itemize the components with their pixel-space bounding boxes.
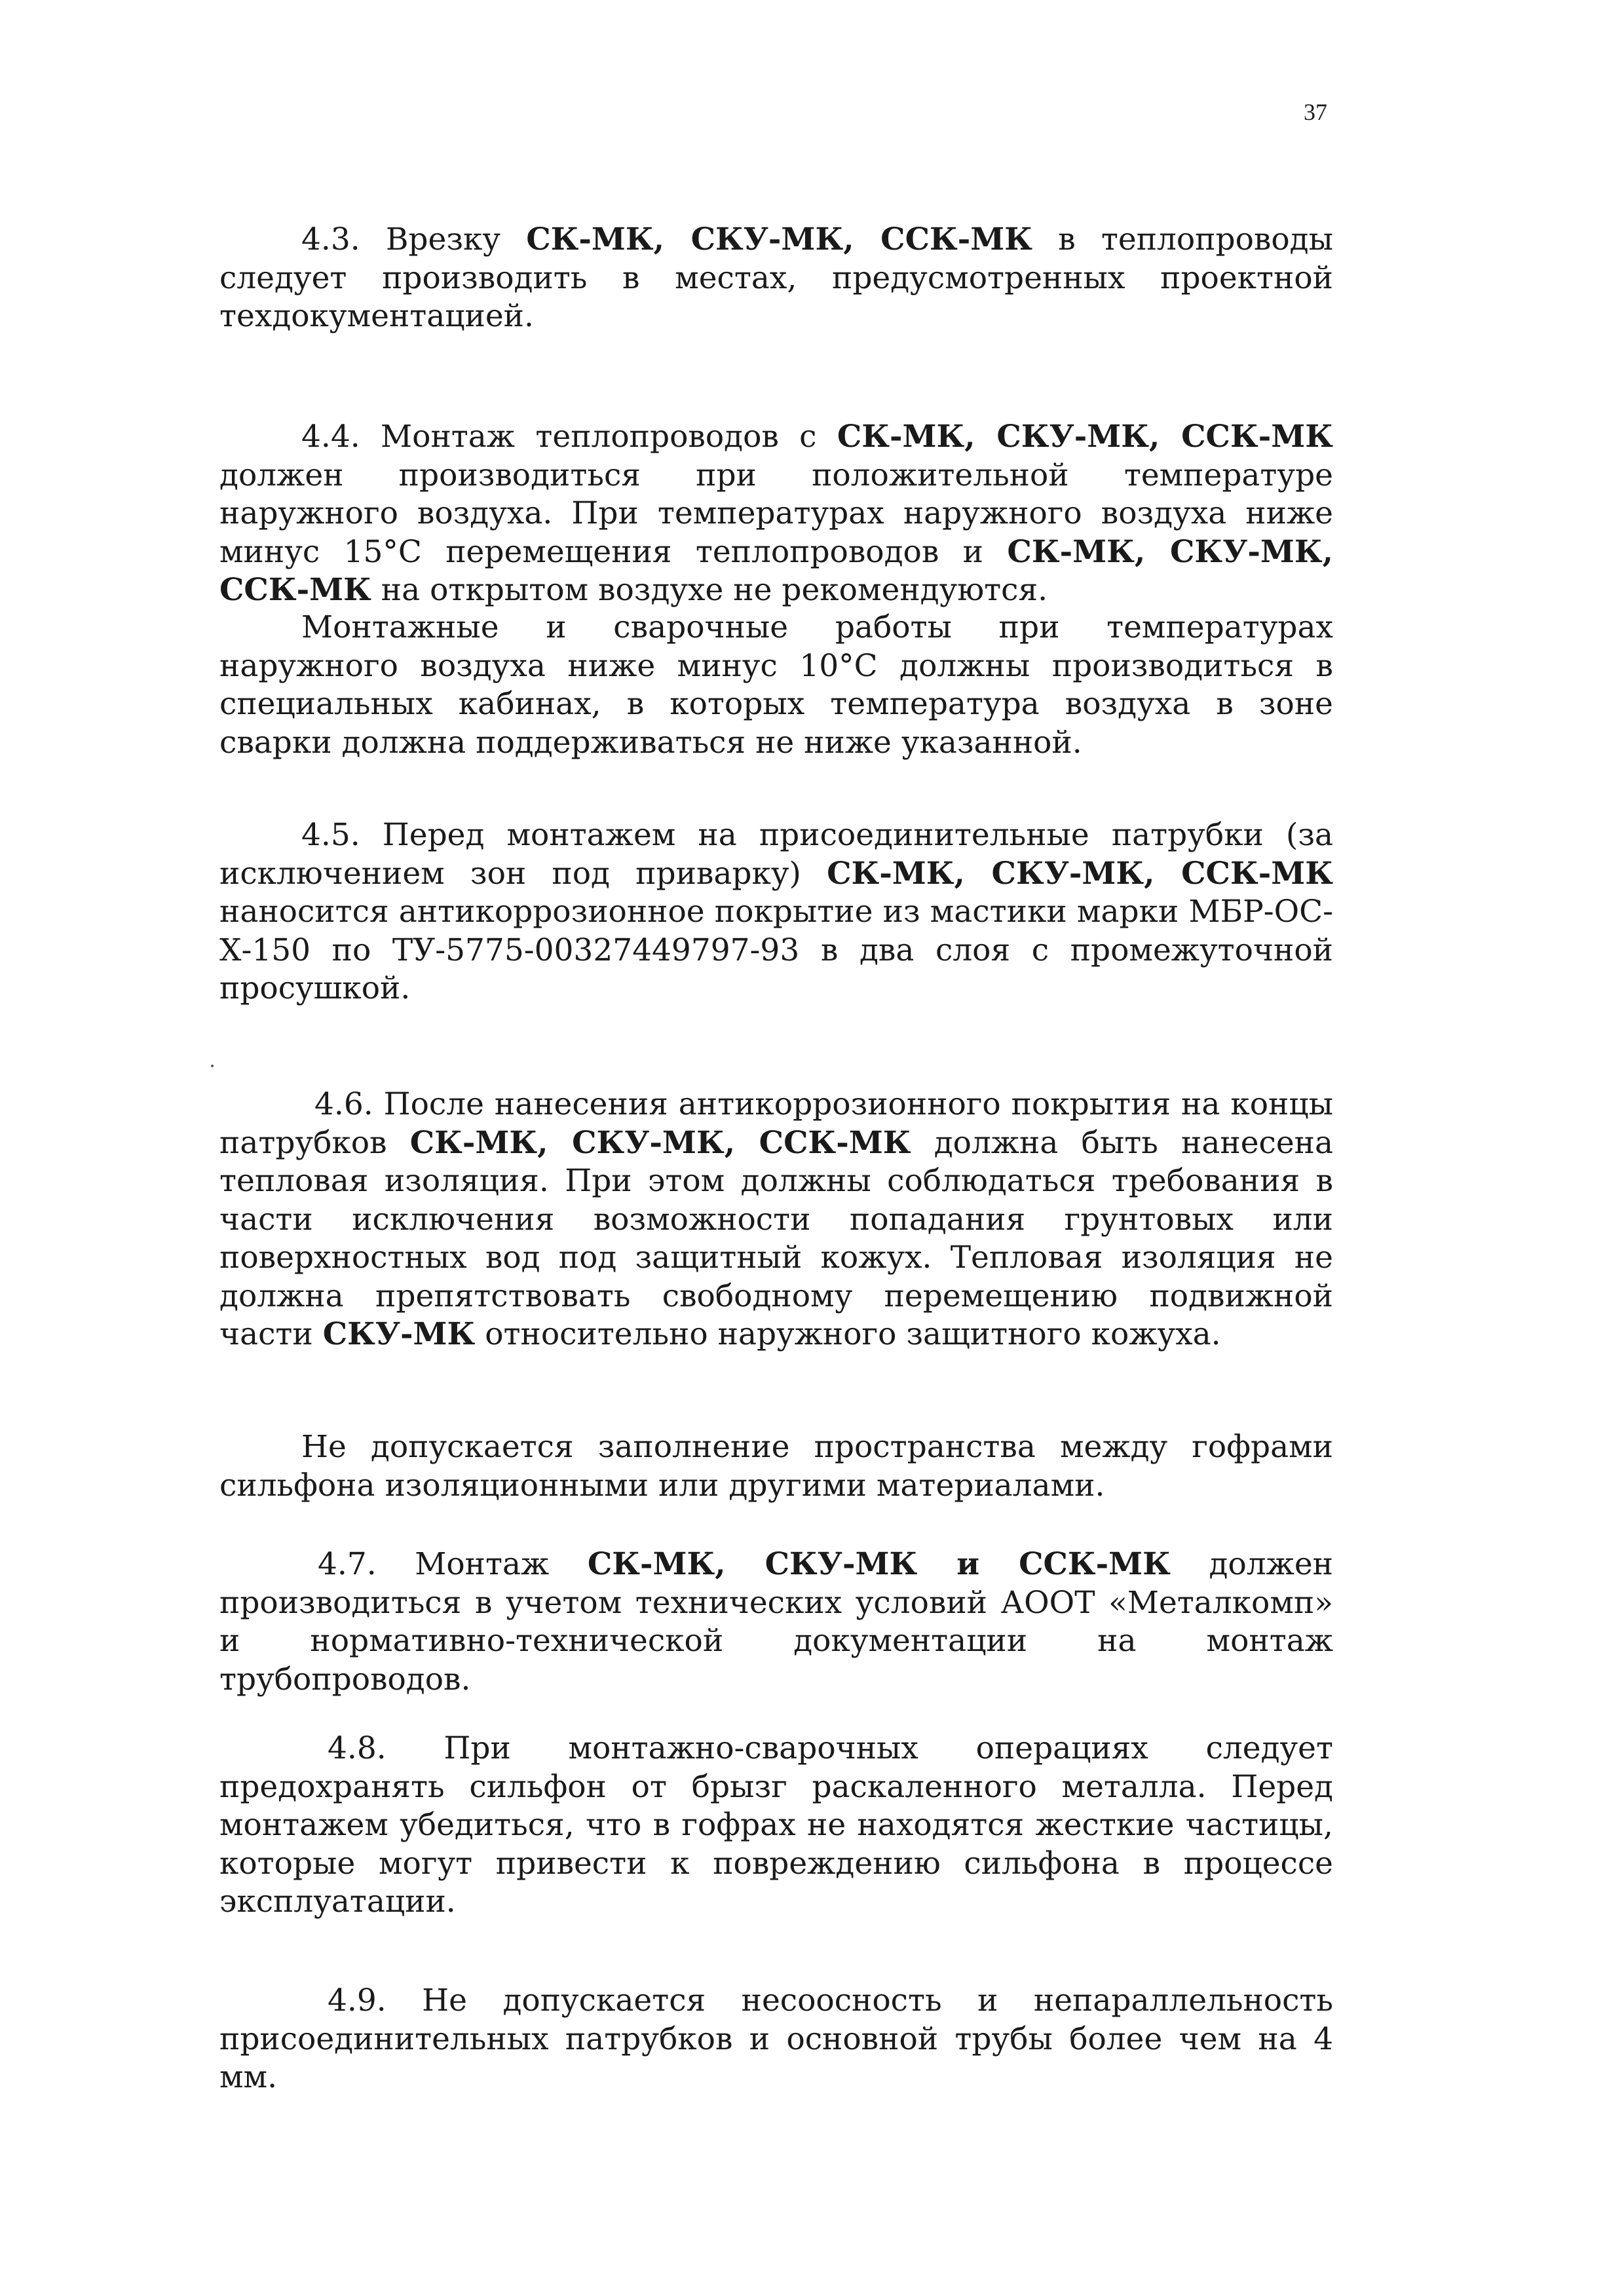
text-run: 4.8. При монтажно-сварочных операциях следует предохранять сильфон от брызг раскаленного металла. Перед монтажем убедиться, что в гофрах не находятся жесткие частицы, которые могут привести к повреждению сильфона в процессе эксплуатации. (219, 1730, 1333, 1920)
paragraph-4-4-welding (219, 609, 1333, 762)
text-run: 4.7. Монтаж (318, 1546, 588, 1582)
paragraph-4-3 (219, 221, 1333, 336)
text-run: должна быть нанесена тепловая изоляция. При этом должны соблюдаться требования в части исключения возможности попадания грунтовых или поверхностных вод под защитный кожух. Тепловая изоляция не должна препятствовать свободному перемещению подвижной части (219, 1124, 1333, 1352)
paragraph-4-8 (219, 1730, 1333, 1922)
paragraph-4-9 (219, 1982, 1333, 2097)
paragraph-4-5 (219, 816, 1333, 1008)
bold-product-codes: СК-МК, СКУ-МК, ССК-МК (837, 419, 1333, 455)
bold-product-codes: СК-МК, СКУ-МК, ССК-МК (526, 221, 1033, 257)
page-number: 37 (1304, 99, 1327, 125)
text-run: 4.3. Врезку (301, 221, 527, 257)
text-run: на открытом воздухе не рекомендуются. (371, 572, 1048, 608)
text-run: 4.6. После нанесения антикоррозионного покрытия на концы патрубков (219, 1086, 1333, 1161)
text-run: в теплопроводы следует производить в местах, предусмотренных проектной техдокументацией. (219, 221, 1333, 334)
text-run: 4.9. Не допускается несоосность и непараллельность присоединительных патрубков и основной трубы более чем на 4 мм. (219, 1982, 1333, 2095)
paragraph-4-4 (219, 418, 1333, 610)
bold-product-codes: СКУ-МК (322, 1316, 476, 1352)
paragraph-4-7 (219, 1546, 1333, 1699)
text-run: должен производиться в учетом технических условий АООТ «Металкомп» и нормативно-технической документации на монтаж трубопроводов. (219, 1546, 1333, 1698)
paragraph-4-6 (219, 1086, 1333, 1354)
bold-product-codes: СК-МК, СКУ-МК, ССК-МК (827, 855, 1333, 892)
text-run: Не допускается заполнение пространства между гофрами сильфона изоляционными или другими материалами. (219, 1429, 1333, 1504)
scan-speck (211, 1065, 214, 1067)
text-run: Монтажные и сварочные работы при температурах наружного воздуха ниже минус 10°С должны производиться в специальных кабинах, в которых температура воздуха в зоне сварки должна поддерживаться не ниже указанной. (219, 609, 1333, 761)
text-run: 4.5. Перед монтажем на присоединительные патрубки (за исключением зон под приварку) (219, 817, 1333, 892)
bold-product-codes: СК-МК, СКУ-МК, ССК-МК (219, 533, 1333, 608)
text-run: относительно наружного защитного кожуха. (475, 1316, 1221, 1352)
bold-product-codes: СК-МК, СКУ-МК, ССК-МК (409, 1124, 911, 1161)
text-run: наносится антикоррозионное покрытие из мастики марки МБР-ОС-Х-150 по ТУ-5775-00327449797-93 в два слоя с промежуточной просушкой. (219, 894, 1333, 1006)
bold-product-codes: СК-МК, СКУ-МК и ССК-МК (587, 1546, 1171, 1582)
paragraph-4-6-note (219, 1428, 1333, 1505)
text-run: 4.4. Монтаж теплопроводов с (301, 419, 837, 455)
text-run: должен производиться при положительной температуре наружного воздуха. При температурах наружного воздуха ниже минус 15°С перемещения теплопроводов и (219, 457, 1333, 570)
